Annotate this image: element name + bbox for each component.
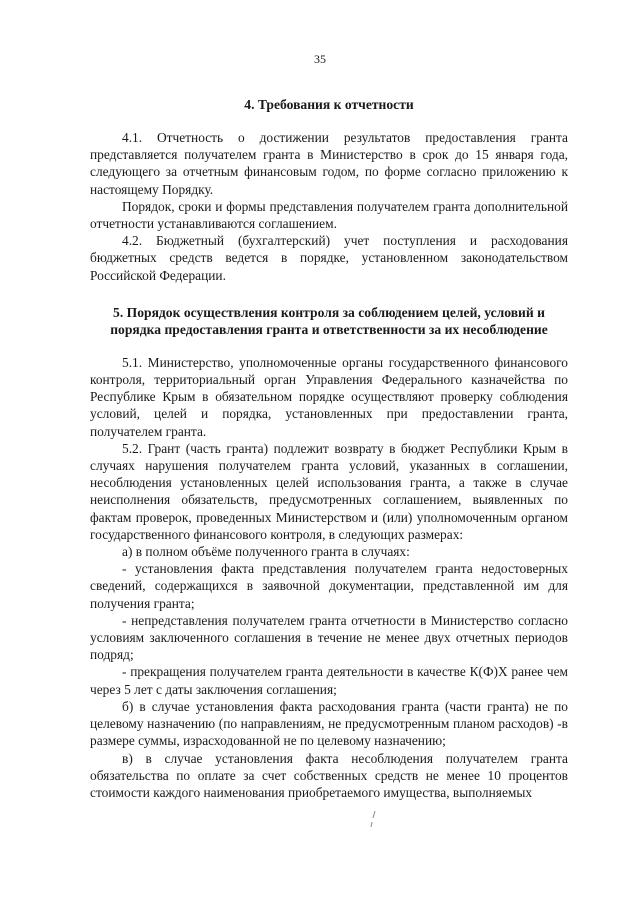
signature-mark — [368, 810, 380, 832]
section-5-heading: 5. Порядок осуществления контроля за соблюдением целей, условий и порядка предоставления гранта и ответственности за их несоблюдение — [110, 304, 548, 337]
paragraph-5-2-a: а) в полном объёме полученного гранта в случаях: — [122, 544, 410, 560]
paragraph-5-2-a-item-3: - прекращения получателем гранта деятельности в качестве К(Ф)Х ранее чем через 5 лет с даты заключения соглашения; — [90, 664, 568, 697]
paragraph-5-2-a-item-2: - непредставления получателем гранта отчетности в Министерство согласно условиям заключенного соглашения в течение не менее двух отчетных периодов подряд; — [90, 612, 568, 663]
paragraph-5-1: 5.1. Министерство, уполномоченные органы государственного финансового контроля, территориальный орган Управления Федерального казначейства по Республике Крым в обязательном порядке осуществляют проверку соблюдения условий, целей и порядка, установленных при предоставлении гранта, получателем гранта. — [90, 354, 568, 439]
paragraph-5-2-b: б) в случае установления факта расходования гранта (части гранта) не по целевому назначению (по направлениям, не предусмотренным планом расходов) -в размере суммы, израсходованной не по целевому назначению; — [90, 698, 568, 749]
paragraph-4-1: 4.1. Отчетность о достижении результатов предоставления гранта представляется получателем гранта в Министерство в срок до 15 января года, следующего за отчетным финансовым годом, по форме согласно приложению к настоящему Порядку. — [90, 130, 568, 197]
paragraph-4-1-additional: Порядок, сроки и формы представления получателем гранта дополнительной отчетности устанавливаются соглашением. — [90, 198, 568, 232]
section-4-heading: 4. Требования к отчетности — [244, 97, 414, 112]
paragraph-4-2: 4.2. Бюджетный (бухгалтерский) учет поступления и расходования бюджетных средств ведется в порядке, установленном законодательством Российской Федерации. — [90, 233, 568, 283]
document-body — [90, 96, 568, 801]
paragraph-5-2: 5.2. Грант (часть гранта) подлежит возврату в бюджет Республики Крым в случаях нарушения получателем гранта условий, указанных в соглашении, несоблюдения установленных целей использования гранта, а также в случае неисполнения обязательств, предусмотренных соглашением, выявленных по фактам проверок, проведенных Министерством и (или) уполномоченным органом государственного финансового контроля, в следующих размерах: — [90, 440, 568, 542]
paragraph-5-2-a-item-1: - установления факта представления получателем гранта недостоверных сведений, содержащихся в заявочной документации, представленной им для получения гранта; — [90, 561, 568, 611]
paragraph-5-2-v: в) в случае установления факта несоблюдения получателем гранта обязательства по оплате за счет собственных средств не менее 10 процентов стоимости каждого наименования приобретаемого имущества, выполняемых — [90, 750, 568, 800]
page-number: 35 — [314, 52, 326, 66]
